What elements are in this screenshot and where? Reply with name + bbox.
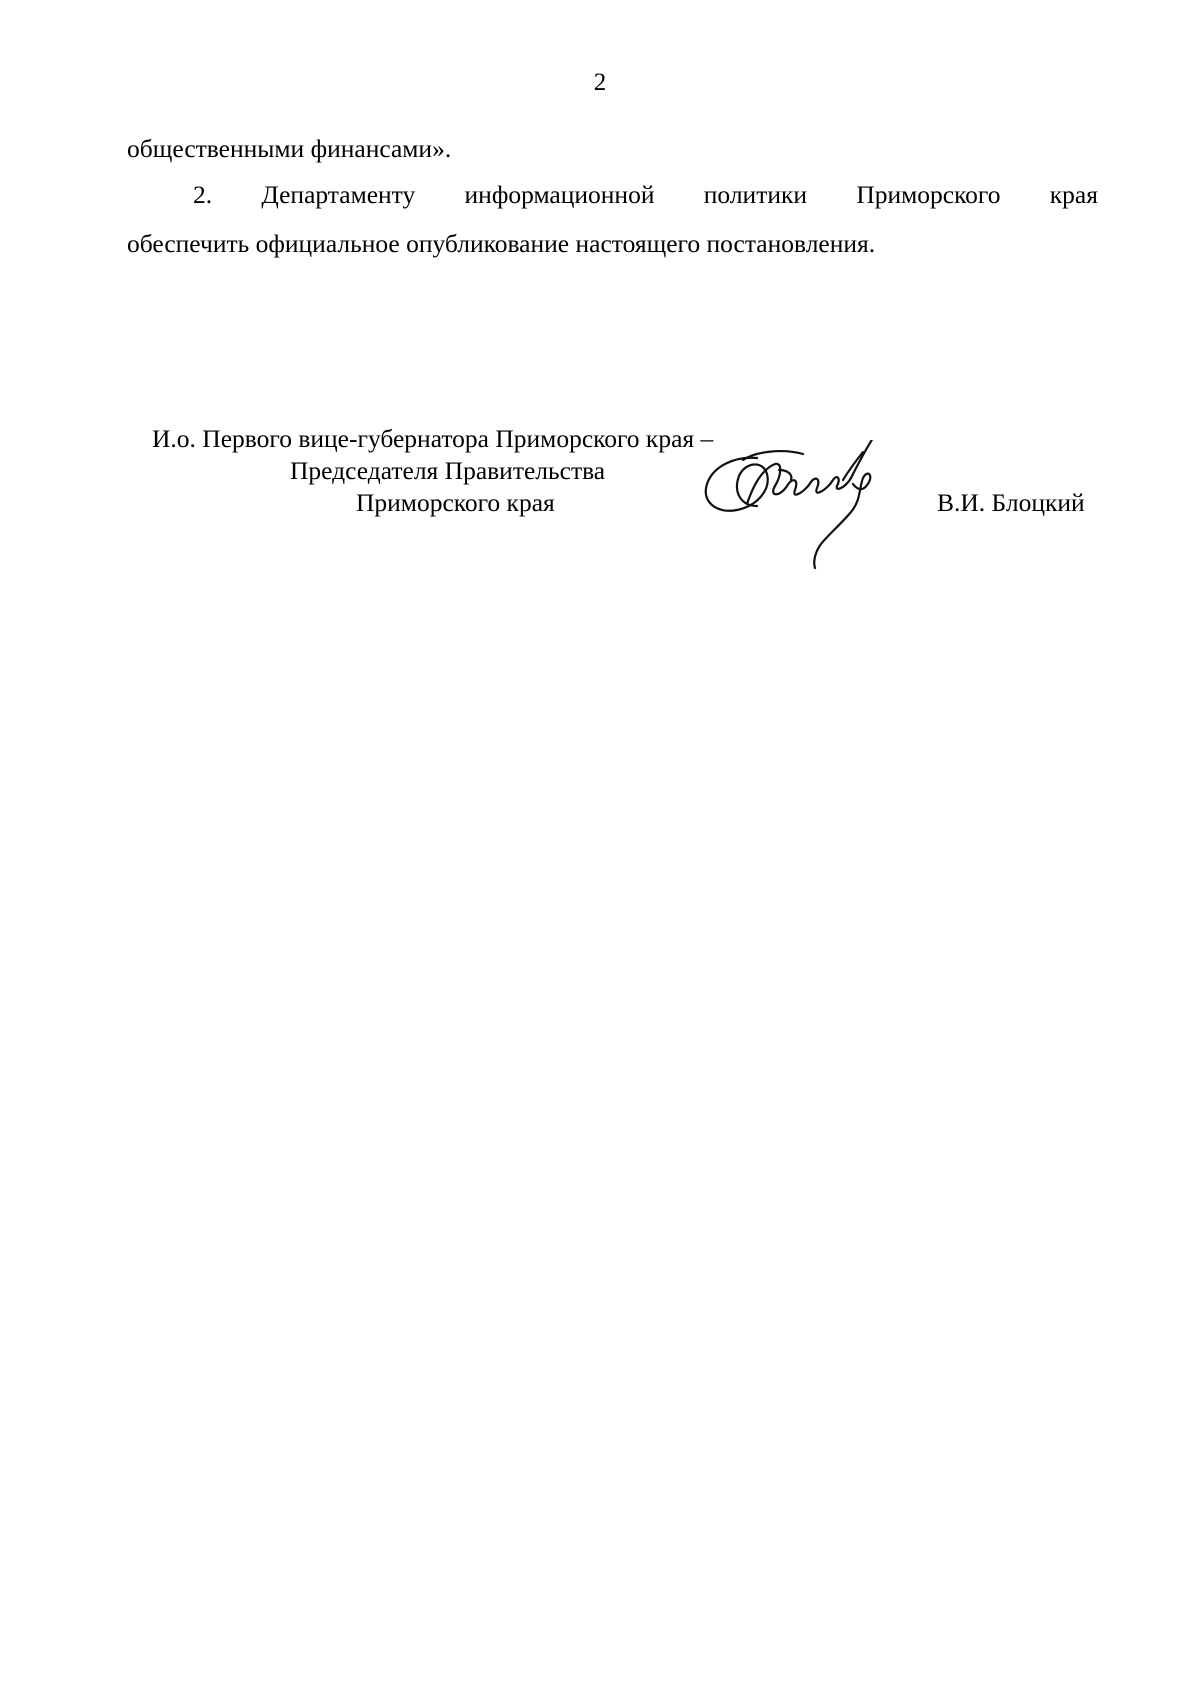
- page-number: 2: [593, 69, 607, 96]
- signatory-title-line-1: И.о. Первого вице-губернатора Приморского края –: [152, 424, 714, 453]
- handwritten-signature: [695, 440, 935, 570]
- paragraph-2-word: Приморского: [856, 180, 1001, 209]
- paragraph-2-word: края: [1049, 180, 1098, 209]
- paragraph-2-second-line: обеспечить официальное опубликование настоящего постановления.: [127, 229, 876, 258]
- paragraph-2-word: политики: [703, 180, 808, 209]
- paragraph-2-first-line: [127, 180, 1098, 210]
- paragraph-2-word: Департаменту: [261, 180, 416, 209]
- paragraph-1-continuation: общественными финансами».: [127, 134, 452, 163]
- signatory-name: В.И. Блоцкий: [937, 488, 1085, 517]
- paragraph-2-number: 2.: [193, 180, 213, 209]
- paragraph-2-word: информационной: [464, 180, 655, 209]
- signatory-title-line-2: Председателя Правительства: [290, 456, 606, 485]
- signatory-title-line-3: Приморского края: [356, 488, 555, 517]
